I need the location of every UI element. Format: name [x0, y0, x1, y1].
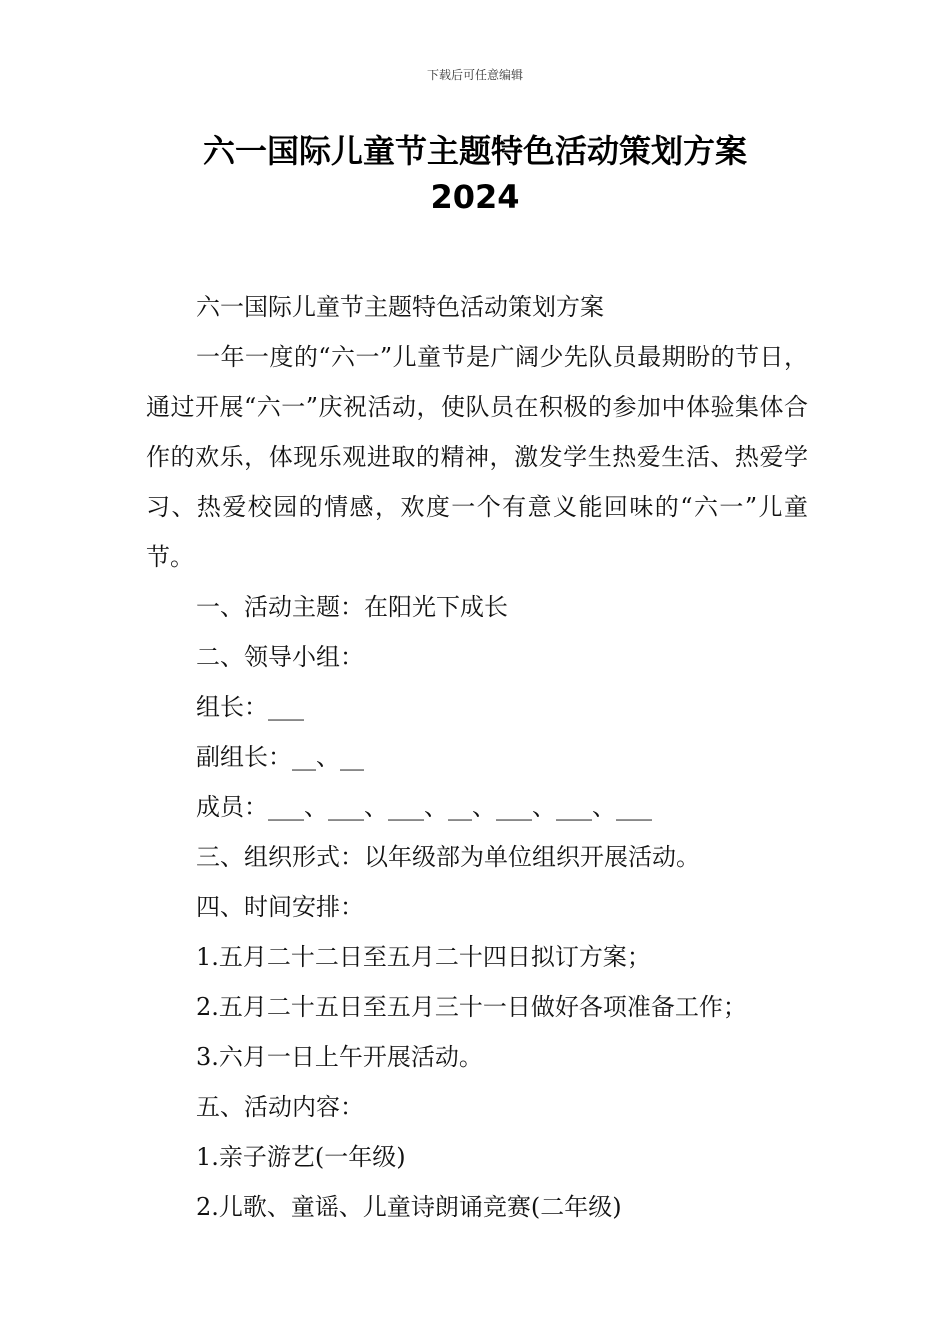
title-line-1: 六一国际儿童节主题特色活动策划方案 [202, 132, 747, 170]
members-line: 成员：___、___、___、__、___、___、___ [196, 793, 652, 821]
deputy-leader-line: 副组长：__、__ [196, 743, 364, 771]
paragraph-intro: 一年一度的“六一”儿童节是广阔少先队员最期盼的节日，通过开展“六一”庆祝活动，使队员在积极的参加中体验集体合作的欢乐，体现乐观进取的精神，激发学生热爱生活、热爱学习、热爱校园的情感，欢度一个有意义能回味的“六一”儿童节。 [146, 343, 808, 571]
schedule-item-3: 3.六月一日上午开展活动。 [196, 1043, 483, 1071]
header-note: 下载后可任意编辑 [426, 68, 523, 82]
section-organization: 三、组织形式：以年级部为单位组织开展活动。 [196, 843, 700, 871]
leader-line: 组长：___ [196, 693, 304, 721]
schedule-item-2: 2.五月二十五日至五月三十一日做好各项准备工作； [196, 993, 747, 1021]
document-title [0, 128, 950, 220]
section-schedule: 四、时间安排： [196, 893, 364, 921]
schedule-item-1: 1.五月二十二日至五月二十四日拟订方案； [196, 943, 651, 971]
section-leadership: 二、领导小组： [196, 643, 364, 671]
section-content: 五、活动内容： [196, 1093, 364, 1121]
document-body [146, 282, 808, 1232]
section-theme: 一、活动主题：在阳光下成长 [196, 593, 508, 621]
content-item-2: 2.儿歌、童谣、儿童诗朗诵竞赛(二年级) [196, 1193, 622, 1221]
title-line-2: 2024 [430, 178, 520, 216]
paragraph-subtitle: 六一国际儿童节主题特色活动策划方案 [196, 293, 604, 321]
content-item-1: 1.亲子游艺(一年级) [196, 1143, 406, 1171]
